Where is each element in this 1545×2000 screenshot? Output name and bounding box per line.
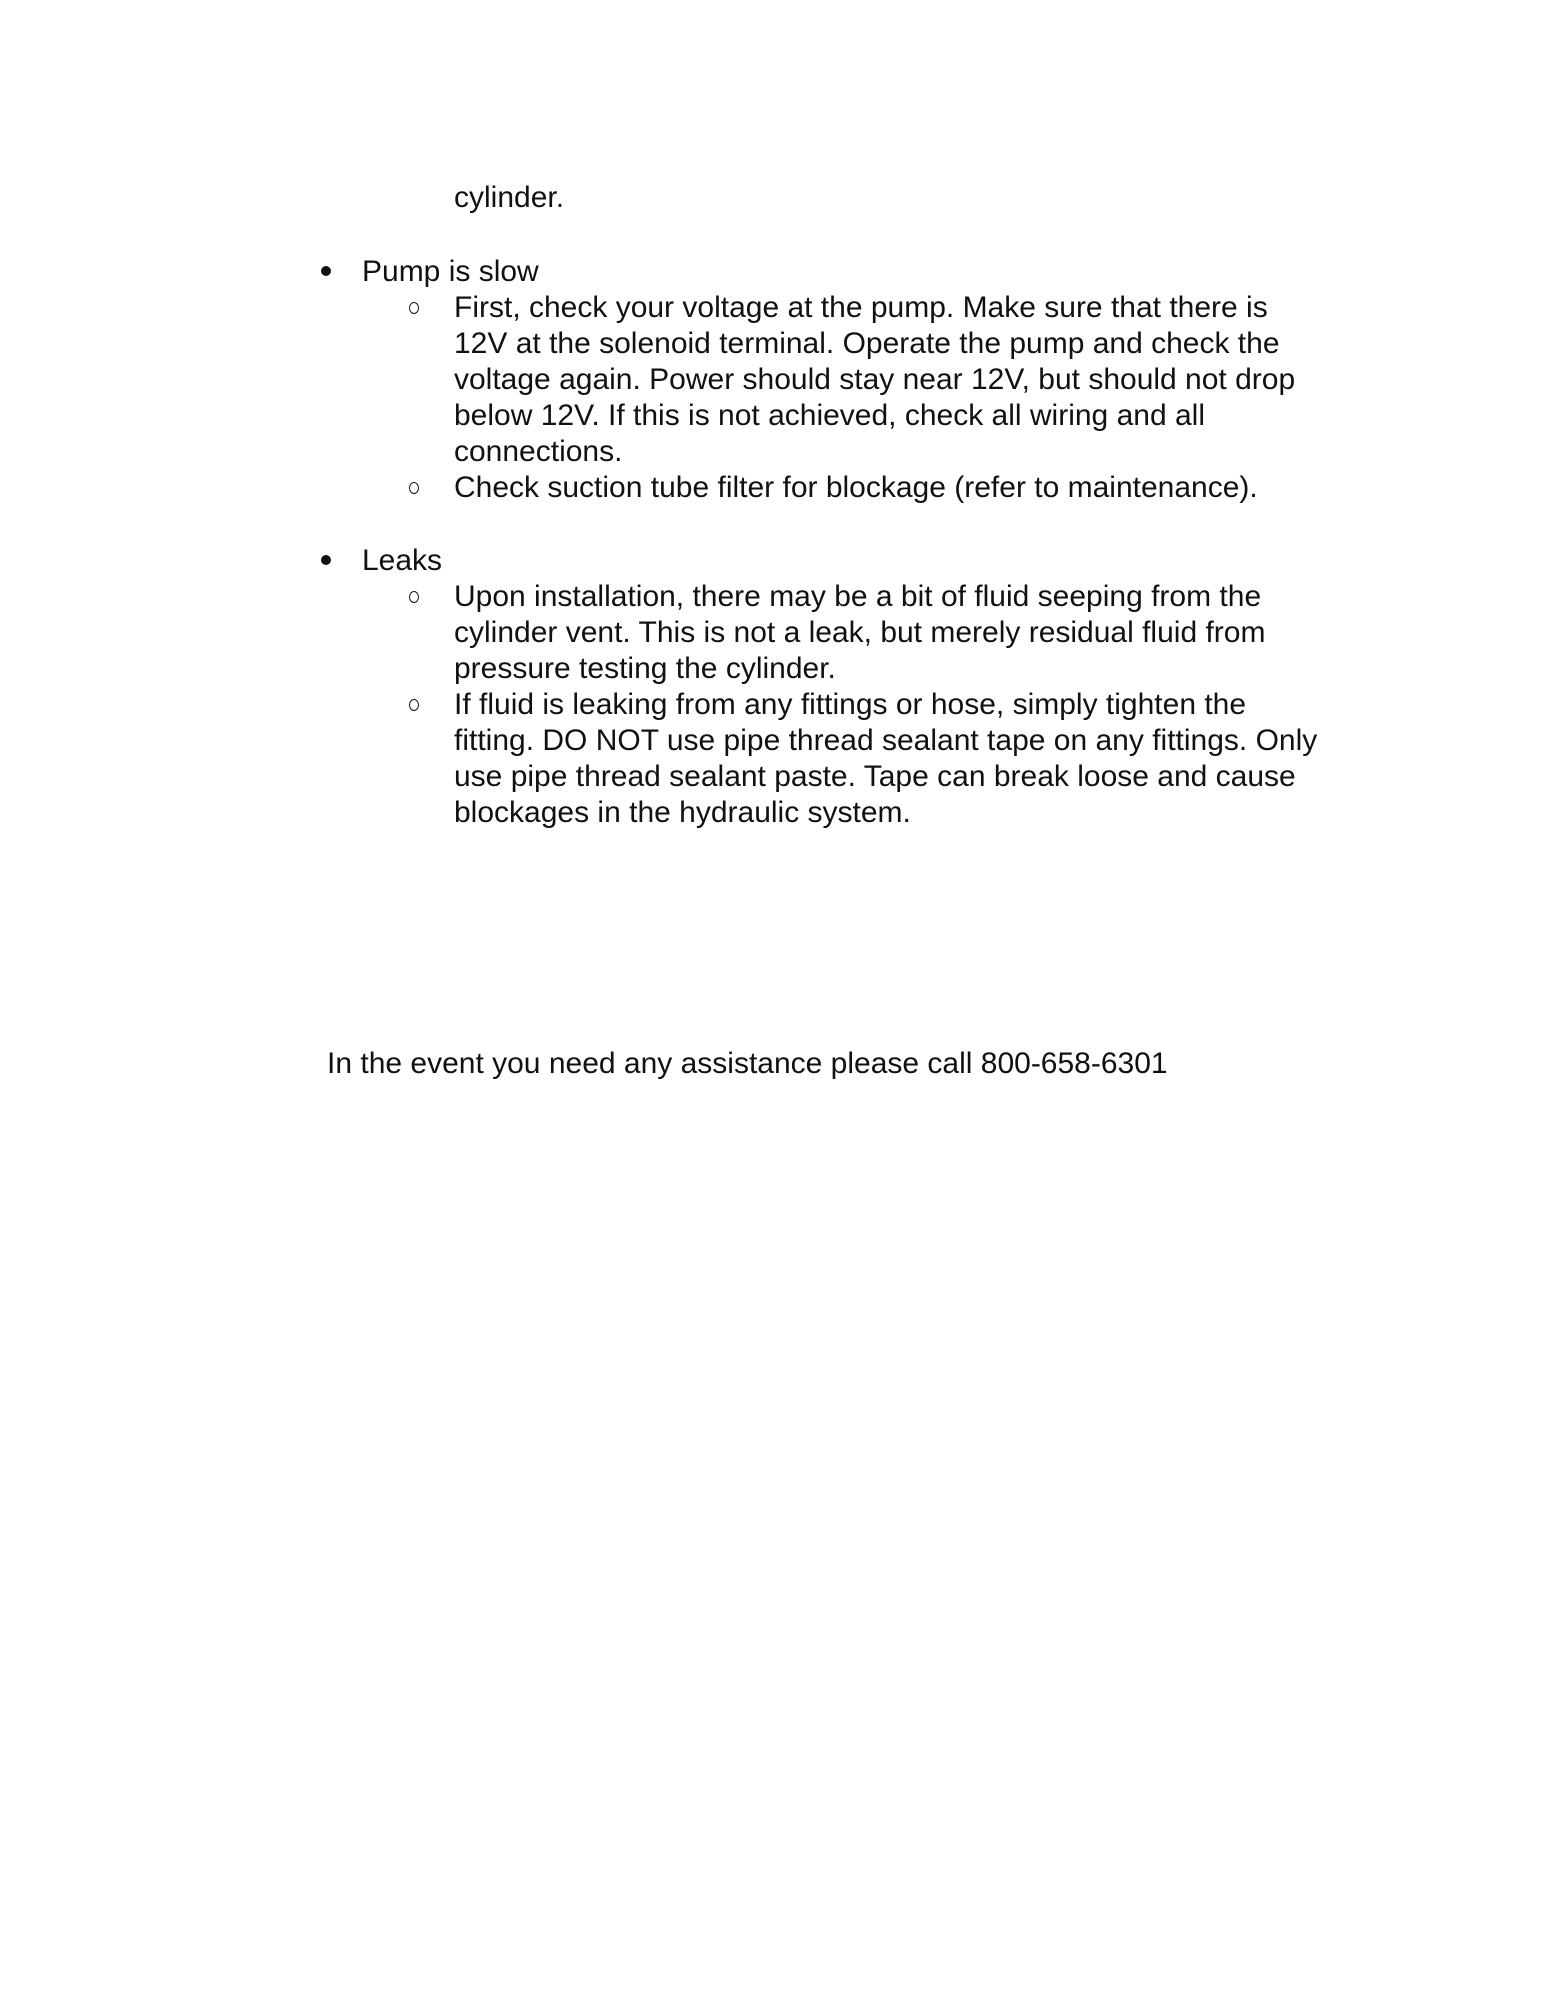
item-line: pressure testing the cylinder. xyxy=(454,652,836,685)
bullet-icon xyxy=(316,543,336,579)
circle-bullet-icon xyxy=(404,579,424,615)
item-line: 12V at the solenoid terminal. Operate the pump and check the xyxy=(454,327,1280,360)
item-line: voltage again. Power should stay near 12V, but should not drop xyxy=(454,363,1296,396)
item-line: cylinder vent. This is not a leak, but merely residual fluid from xyxy=(454,616,1266,649)
assistance-footer: In the event you need any assistance please call 800-658-6301 xyxy=(327,1047,1168,1080)
circle-bullet-icon xyxy=(404,687,424,723)
item-line: fitting. DO NOT use pipe thread sealant tape on any fittings. Only xyxy=(454,724,1318,757)
bullet-icon xyxy=(316,254,336,290)
continuation-text: cylinder. xyxy=(454,181,565,214)
item-line: blockages in the hydraulic system. xyxy=(454,796,911,829)
section-heading: Pump is slow xyxy=(362,255,539,288)
item-line: Check suction tube filter for blockage (refer to maintenance). xyxy=(454,471,1258,504)
circle-bullet-icon xyxy=(404,470,424,506)
item-line: below 12V. If this is not achieved, check all wiring and all xyxy=(454,399,1205,432)
circle-bullet-icon xyxy=(404,290,424,326)
section-heading: Leaks xyxy=(362,544,443,577)
item-line: connections. xyxy=(454,435,623,468)
item-line: use pipe thread sealant paste. Tape can break loose and cause xyxy=(454,760,1296,793)
item-line: First, check your voltage at the pump. Make sure that there is xyxy=(454,291,1268,324)
item-line: Upon installation, there may be a bit of fluid seeping from the xyxy=(454,580,1262,613)
item-line: If fluid is leaking from any fittings or hose, simply tighten the xyxy=(454,688,1247,721)
